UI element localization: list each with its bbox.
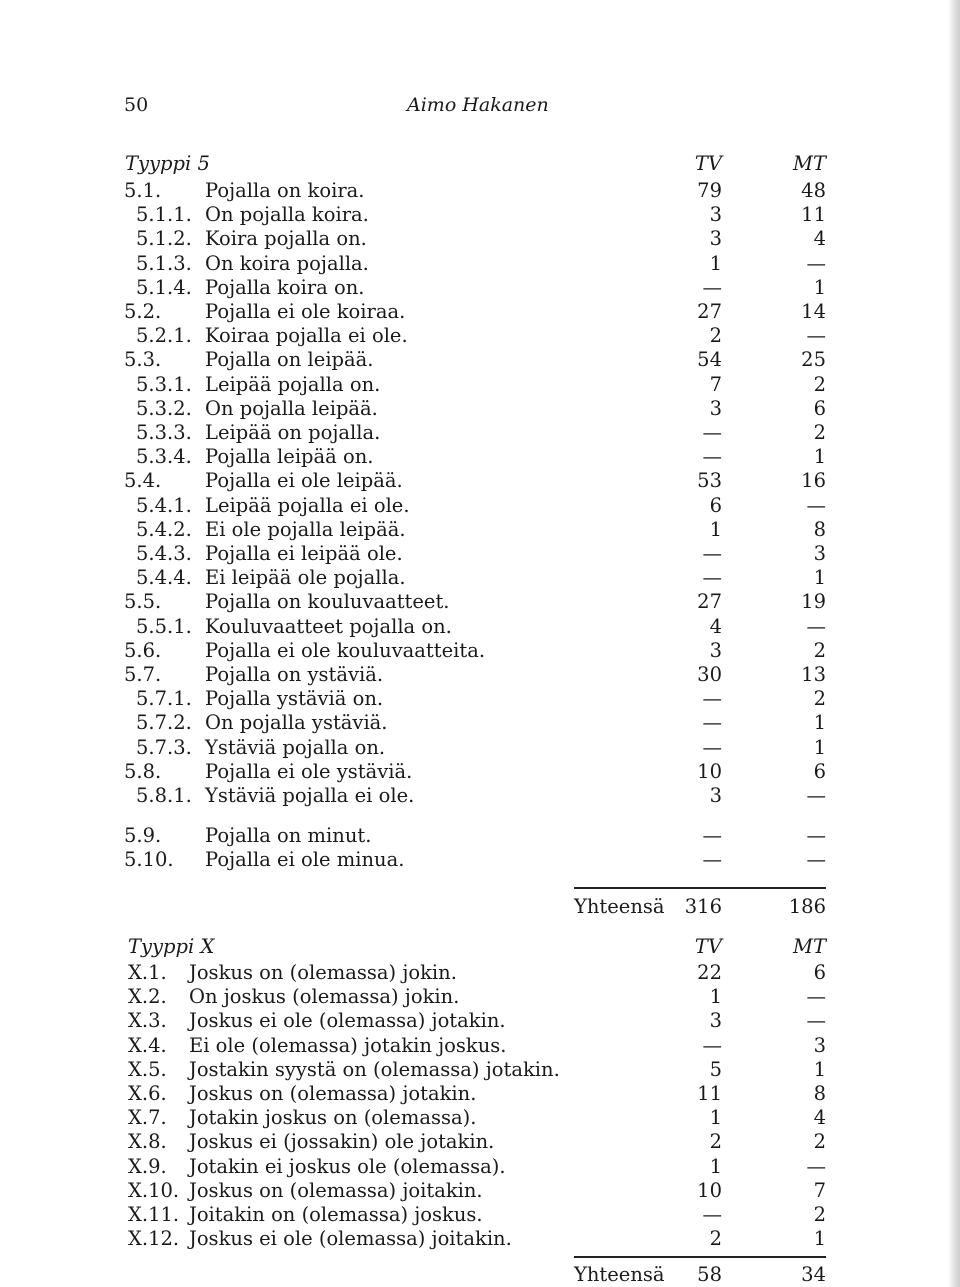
row-sentence: Joskus ei ole (olemassa) jotakin. [189, 1009, 506, 1033]
row-sentence: Joskus ei (jossakin) ole jotakin. [189, 1130, 495, 1154]
table-row [0, 639, 960, 663]
row-sentence: Pojalla on minut. [205, 824, 372, 848]
row-tv-value: 79 [697, 179, 722, 202]
row-mt-value: — [806, 324, 826, 348]
row-number: 5.9. [124, 824, 162, 848]
row-number: 5.5. [124, 590, 162, 614]
row-tv-value: — [702, 848, 722, 872]
table-row [0, 615, 960, 639]
row-sentence: Pojalla ei ole leipää. [205, 469, 403, 493]
row-tv-value: 27 [697, 300, 722, 323]
row-number: X.4. [128, 1033, 167, 1057]
row-sentence: Jotakin joskus on (olemassa). [189, 1106, 477, 1130]
row-number: X.3. [128, 1009, 167, 1033]
row-number: 5.3.4. [136, 445, 192, 469]
table-row [0, 1034, 960, 1058]
row-number: 5.4.3. [136, 542, 192, 565]
row-number: X.11. [128, 1203, 180, 1226]
table-row [0, 566, 960, 590]
row-tv-value: 10 [697, 759, 722, 783]
total-rule [574, 887, 826, 889]
row-mt-value: 2 [813, 1203, 826, 1226]
row-tv-value: 1 [709, 985, 722, 1009]
table-row [0, 324, 960, 348]
row-sentence: Joitakin on (olemassa) joskus. [189, 1203, 483, 1226]
row-mt-value: 13 [801, 663, 826, 686]
table-row [0, 1203, 960, 1227]
row-sentence: Pojalla ystäviä on. [205, 687, 384, 711]
row-mt-value: 6 [813, 759, 826, 783]
row-number: 5.4.4. [136, 566, 192, 590]
row-number: 5.1.2. [136, 227, 192, 251]
row-number: 5.1.1. [136, 203, 192, 227]
row-number: 5.4.1. [136, 493, 192, 517]
table-row [0, 1179, 960, 1203]
row-mt-value: 4 [813, 1106, 826, 1130]
row-sentence: On pojalla leipää. [205, 396, 378, 420]
row-mt-value: — [806, 1154, 826, 1178]
row-tv-value: 4 [709, 614, 722, 638]
row-mt-value: 3 [813, 542, 826, 565]
row-tv-value: 11 [697, 1082, 722, 1105]
row-tv-value: 2 [709, 1227, 722, 1251]
table-row [0, 421, 960, 445]
row-tv-value: — [702, 735, 722, 759]
row-sentence: Pojalla ei ole kouluvaatteita. [205, 638, 486, 662]
page-number: 50 [124, 94, 149, 116]
column-header-mt: MT [793, 935, 826, 958]
row-number: X.7. [128, 1106, 167, 1130]
row-sentence: Ystäviä pojalla on. [205, 735, 386, 759]
row-sentence: Leipää on pojalla. [205, 421, 381, 444]
row-tv-value: 54 [697, 348, 722, 372]
row-number: X.1. [128, 961, 167, 984]
row-tv-value: 30 [697, 663, 722, 686]
page-header [124, 94, 836, 118]
row-tv-value: — [702, 1203, 722, 1226]
row-mt-value: 6 [813, 961, 826, 984]
row-mt-value: 48 [801, 179, 826, 202]
row-number: 5.3.3. [136, 421, 192, 444]
row-sentence: Pojalla leipää on. [205, 445, 374, 469]
table-row [0, 590, 960, 614]
row-sentence: Pojalla ei ole ystäviä. [205, 759, 413, 783]
row-mt-value: — [806, 824, 826, 848]
row-tv-value: 3 [709, 784, 722, 807]
total-rule [574, 1256, 826, 1258]
table-row [0, 445, 960, 469]
table-row [0, 1106, 960, 1130]
row-tv-value: 6 [709, 493, 722, 517]
table-row [0, 542, 960, 566]
section-5-total-row [0, 895, 960, 919]
row-sentence: Pojalla on koira. [205, 179, 365, 202]
row-tv-value: — [702, 824, 722, 848]
row-mt-value: 2 [813, 1130, 826, 1154]
row-sentence: Jostakin syystä on (olemassa) jotakin. [189, 1057, 560, 1081]
table-row [0, 687, 960, 711]
row-number: X.5. [128, 1057, 167, 1081]
row-sentence: Ei leipää ole pojalla. [205, 566, 406, 590]
row-mt-value: — [806, 251, 826, 275]
section-title: Tyyppi X [128, 935, 215, 958]
table-row [0, 227, 960, 251]
table-row [0, 397, 960, 421]
row-sentence: On pojalla koira. [205, 203, 369, 227]
table-row [0, 252, 960, 276]
row-number: 5.8.1. [136, 784, 192, 807]
row-mt-value: — [806, 848, 826, 872]
row-tv-value: 2 [709, 324, 722, 348]
row-tv-value: 1 [709, 1106, 722, 1130]
row-sentence: On pojalla ystäviä. [205, 711, 388, 735]
row-tv-value: — [702, 566, 722, 590]
section-x-heading [0, 935, 960, 959]
row-number: 5.5.1. [136, 614, 192, 638]
row-mt-value: — [806, 614, 826, 638]
row-number: 5.3.2. [136, 396, 192, 420]
row-sentence: Leipää pojalla on. [205, 372, 381, 396]
table-row [0, 1155, 960, 1179]
table-row [0, 469, 960, 493]
row-number: X.2. [128, 985, 167, 1009]
row-number: 5.1.3. [136, 251, 192, 275]
total-tv: 58 [697, 1263, 722, 1286]
row-tv-value: — [702, 445, 722, 469]
row-tv-value: 3 [709, 396, 722, 420]
row-sentence: Joskus ei ole (olemassa) joitakin. [189, 1227, 512, 1251]
row-mt-value: 11 [801, 203, 826, 227]
row-mt-value: 2 [813, 372, 826, 396]
row-number: 5.6. [124, 638, 162, 662]
row-mt-value: 8 [813, 1082, 826, 1105]
row-sentence: Pojalla koira on. [205, 275, 365, 299]
row-number: 5.10. [124, 848, 174, 872]
table-row [0, 494, 960, 518]
row-tv-value: 3 [709, 1009, 722, 1033]
total-label: Yhteensä [574, 895, 665, 918]
total-tv: 316 [684, 895, 722, 918]
row-tv-value: — [702, 687, 722, 711]
row-tv-value: — [702, 421, 722, 444]
row-tv-value: 1 [709, 251, 722, 275]
row-sentence: Ei ole pojalla leipää. [205, 517, 406, 541]
row-tv-value: 3 [709, 203, 722, 227]
row-tv-value: 7 [709, 372, 722, 396]
row-mt-value: 3 [813, 1033, 826, 1057]
row-tv-value: 22 [697, 961, 722, 984]
row-mt-value: — [806, 784, 826, 807]
table-row [0, 848, 960, 872]
row-number: 5.4.2. [136, 517, 192, 541]
table-row [0, 760, 960, 784]
row-number: X.9. [128, 1154, 167, 1178]
row-sentence: Pojalla on kouluvaatteet. [205, 590, 450, 614]
row-number: 5.1.4. [136, 275, 192, 299]
table-row [0, 1058, 960, 1082]
row-tv-value: 3 [709, 227, 722, 251]
row-number: 5.7.3. [136, 735, 192, 759]
row-mt-value: — [806, 493, 826, 517]
row-mt-value: 2 [813, 687, 826, 711]
row-sentence: Pojalla on leipää. [205, 348, 374, 372]
table-row [0, 518, 960, 542]
row-mt-value: 14 [801, 300, 826, 323]
row-sentence: Ei ole (olemassa) jotakin joskus. [189, 1033, 507, 1057]
row-sentence: Pojalla on ystäviä. [205, 663, 384, 686]
row-number: 5.2. [124, 300, 162, 323]
row-number: 5.4. [124, 469, 162, 493]
row-number: X.6. [128, 1082, 167, 1105]
row-number: X.10. [128, 1178, 180, 1202]
row-mt-value: 1 [813, 275, 826, 299]
row-sentence: On joskus (olemassa) jokin. [189, 985, 460, 1009]
row-sentence: Joskus on (olemassa) jokin. [189, 961, 457, 984]
section-x-total-row [0, 1263, 960, 1287]
row-number: 5.7.2. [136, 711, 192, 735]
row-sentence: Jotakin ei joskus ole (olemassa). [189, 1154, 506, 1178]
row-mt-value: 1 [813, 735, 826, 759]
row-mt-value: — [806, 1009, 826, 1033]
row-tv-value: 3 [709, 638, 722, 662]
column-header-mt: MT [793, 152, 826, 175]
row-mt-value: 25 [801, 348, 826, 372]
row-mt-value: 19 [801, 590, 826, 614]
row-number: 5.2.1. [136, 324, 192, 348]
row-mt-value: 4 [813, 227, 826, 251]
row-sentence: Koiraa pojalla ei ole. [205, 324, 408, 348]
column-header-tv: TV [694, 152, 722, 175]
table-row [0, 711, 960, 735]
row-number: 5.8. [124, 759, 162, 783]
row-tv-value: 10 [697, 1178, 722, 1202]
table-row [0, 1227, 960, 1251]
row-tv-value: 1 [709, 517, 722, 541]
row-mt-value: 8 [813, 517, 826, 541]
row-tv-value: — [702, 542, 722, 565]
row-number: 5.7.1. [136, 687, 192, 711]
row-sentence: Ystäviä pojalla ei ole. [205, 784, 415, 807]
row-mt-value: 16 [801, 469, 826, 493]
table-row [0, 736, 960, 760]
row-sentence: Joskus on (olemassa) joitakin. [189, 1178, 483, 1202]
row-sentence: Kouluvaatteet pojalla on. [205, 614, 452, 638]
row-sentence: Pojalla ei ole minua. [205, 848, 405, 872]
section-title: Tyyppi 5 [125, 152, 210, 175]
row-mt-value: 1 [813, 711, 826, 735]
row-tv-value: 27 [697, 590, 722, 614]
table-row [0, 961, 960, 985]
table-row [0, 373, 960, 397]
row-mt-value: 1 [813, 445, 826, 469]
row-number: 5.1. [124, 179, 162, 202]
row-mt-value: 7 [813, 1178, 826, 1202]
table-row [0, 300, 960, 324]
row-tv-value: 1 [709, 1154, 722, 1178]
row-sentence: Pojalla ei ole koiraa. [205, 300, 406, 323]
running-head: Aimo Hakanen [407, 94, 549, 116]
table-row [0, 1130, 960, 1154]
table-row [0, 784, 960, 808]
row-mt-value: 1 [813, 1227, 826, 1251]
total-label: Yhteensä [574, 1263, 665, 1286]
row-number: X.12. [128, 1227, 180, 1251]
row-number: 5.3.1. [136, 372, 192, 396]
row-number: 5.7. [124, 663, 162, 686]
column-header-tv: TV [694, 935, 722, 958]
section-5-heading [0, 152, 960, 176]
table-row [0, 1082, 960, 1106]
row-sentence: Leipää pojalla ei ole. [205, 493, 410, 517]
row-sentence: Pojalla ei leipää ole. [205, 542, 403, 565]
total-mt: 186 [788, 895, 826, 918]
row-sentence: Joskus on (olemassa) jotakin. [189, 1082, 477, 1105]
table-row [0, 824, 960, 848]
row-tv-value: 53 [697, 469, 722, 493]
table-row [0, 276, 960, 300]
row-number: 5.3. [124, 348, 162, 372]
row-mt-value: 2 [813, 638, 826, 662]
table-row [0, 1009, 960, 1033]
row-number: X.8. [128, 1130, 167, 1154]
row-mt-value: 1 [813, 1057, 826, 1081]
row-tv-value: — [702, 275, 722, 299]
row-mt-value: 6 [813, 396, 826, 420]
row-mt-value: 1 [813, 566, 826, 590]
row-tv-value: — [702, 711, 722, 735]
table-row [0, 985, 960, 1009]
row-tv-value: — [702, 1033, 722, 1057]
row-tv-value: 2 [709, 1130, 722, 1154]
row-sentence: On koira pojalla. [205, 251, 369, 275]
table-row [0, 663, 960, 687]
row-mt-value: — [806, 985, 826, 1009]
row-tv-value: 5 [709, 1057, 722, 1081]
total-mt: 34 [801, 1263, 826, 1286]
row-sentence: Koira pojalla on. [205, 227, 367, 251]
table-row [0, 348, 960, 372]
table-row [0, 203, 960, 227]
table-row [0, 179, 960, 203]
row-mt-value: 2 [813, 421, 826, 444]
